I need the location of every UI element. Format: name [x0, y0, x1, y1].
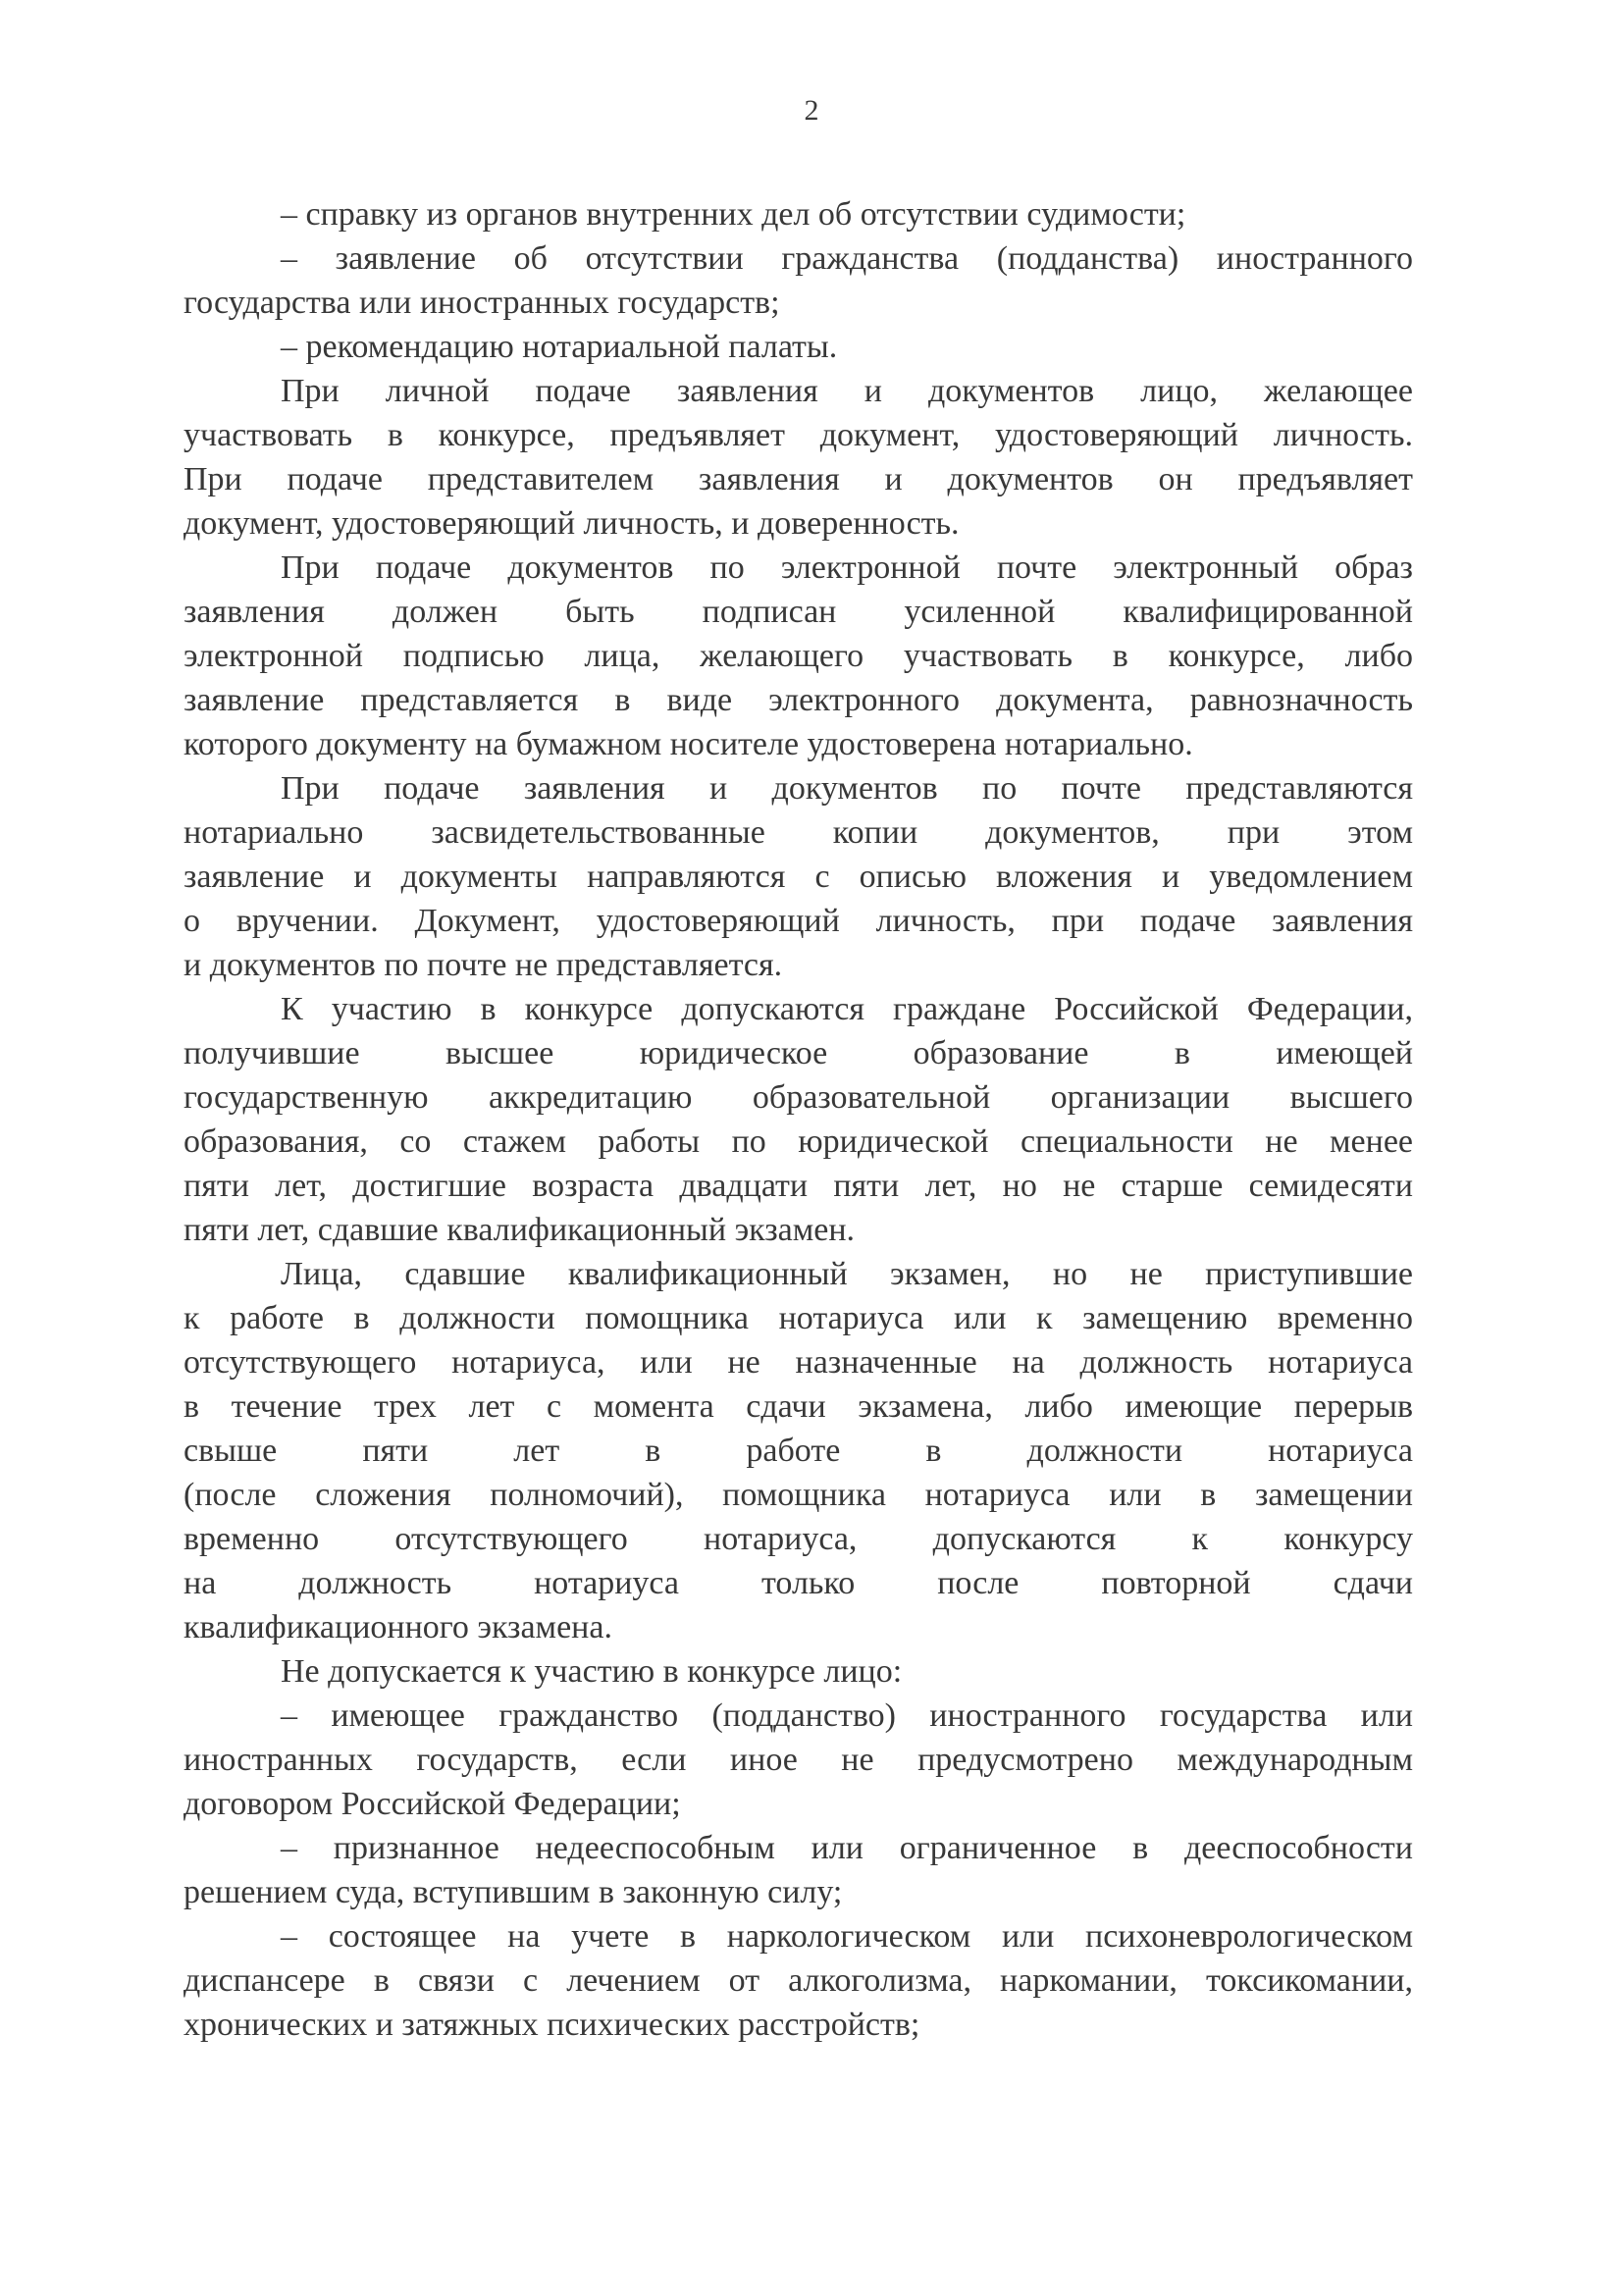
text-line: которого документу на бумажном носителе удостоверена нотариально.: [183, 726, 1193, 762]
text-line: договором Российской Федерации;: [183, 1786, 681, 1822]
text-line: пяти лет, достигшие возраста двадцати пяти лет, но не старше семидесяти: [183, 1168, 1413, 1204]
text-line: нотариально засвидетельствованные копии документов, при этом: [183, 814, 1413, 851]
text-line: Не допускается к участию в конкурсе лицо:: [281, 1653, 903, 1690]
text-line: электронной подписью лица, желающего участвовать в конкурсе, либо: [183, 638, 1413, 674]
text-line: заявления должен быть подписан усиленной квалифицированной: [183, 594, 1413, 630]
paragraph: [183, 1252, 1413, 1649]
text-line: временно отсутствующего нотариуса, допускаются к конкурсу: [183, 1521, 1413, 1557]
text-line: свыше пяти лет в работе в должности нотариуса: [183, 1433, 1413, 1469]
text-line: – рекомендацию нотариальной палаты.: [281, 329, 838, 365]
text-line: При подаче заявления и документов по почте представляются: [281, 770, 1413, 807]
text-line: (после сложения полномочий), помощника нотариуса или в замещении: [183, 1477, 1413, 1513]
paragraph: [183, 236, 1413, 325]
text-line: – справку из органов внутренних дел об отсутствии судимости;: [281, 196, 1186, 233]
text-line: иностранных государств, если иное не предусмотрено международным: [183, 1742, 1413, 1778]
text-line: заявление и документы направляются с описью вложения и уведомлением: [183, 859, 1413, 895]
text-line: К участию в конкурсе допускаются граждане Российской Федерации,: [281, 991, 1413, 1027]
text-line: отсутствующего нотариуса, или не назначенные на должность нотариуса: [183, 1344, 1413, 1381]
text-line: на должность нотариуса только после повторной сдачи: [183, 1565, 1413, 1601]
text-line: в течение трех лет с момента сдачи экзамена, либо имеющие перерыв: [183, 1388, 1413, 1425]
text-line: государственную аккредитацию образовательной организации высшего: [183, 1079, 1413, 1116]
paragraph: [183, 1826, 1413, 1914]
text-line: При подаче документов по электронной почте электронный образ: [281, 549, 1413, 586]
paragraph: [183, 546, 1413, 766]
page-number: 2: [804, 94, 819, 127]
text-line: – признанное недееспособным или ограниченное в дееспособности: [281, 1830, 1413, 1866]
text-line: решением суда, вступившим в законную силу;: [183, 1874, 843, 1910]
text-line: При личной подаче заявления и документов лицо, желающее: [281, 373, 1413, 409]
paragraph: [183, 1914, 1413, 2047]
text-line: участвовать в конкурсе, предъявляет документ, удостоверяющий личность.: [183, 417, 1413, 453]
paragraph: [183, 325, 1413, 369]
text-line: – заявление об отсутствии гражданства (подданства) иностранного: [281, 240, 1413, 277]
text-line: заявление представляется в виде электронного документа, равнозначность: [183, 682, 1413, 718]
text-line: пяти лет, сдавшие квалификационный экзамен.: [183, 1212, 856, 1248]
text-line: документ, удостоверяющий личность, и доверенность.: [183, 505, 960, 542]
paragraph: [183, 192, 1413, 236]
document-body: [183, 192, 1413, 2047]
paragraph: [183, 1649, 1413, 1694]
text-line: При подаче представителем заявления и документов он предъявляет: [183, 461, 1413, 497]
text-line: к работе в должности помощника нотариуса или к замещению временно: [183, 1300, 1413, 1336]
paragraph: [183, 987, 1413, 1252]
text-line: Лица, сдавшие квалификационный экзамен, но не приступившие: [281, 1256, 1413, 1292]
text-line: о вручении. Документ, удостоверяющий личность, при подаче заявления: [183, 903, 1413, 939]
text-line: получившие высшее юридическое образование в имеющей: [183, 1035, 1413, 1071]
text-line: – состоящее на учете в наркологическом или психоневрологическом: [281, 1918, 1413, 1955]
text-line: квалификационного экзамена.: [183, 1609, 612, 1645]
paragraph: [183, 1694, 1413, 1826]
text-line: и документов по почте не представляется.: [183, 947, 783, 983]
paragraph: [183, 766, 1413, 987]
paragraph: [183, 369, 1413, 546]
text-line: хронических и затяжных психических расстройств;: [183, 2007, 920, 2043]
text-line: государства или иностранных государств;: [183, 285, 780, 321]
text-line: – имеющее гражданство (подданство) иностранного государства или: [281, 1697, 1413, 1734]
text-line: образования, со стажем работы по юридической специальности не менее: [183, 1123, 1413, 1160]
text-line: диспансере в связи с лечением от алкоголизма, наркомании, токсикомании,: [183, 1962, 1413, 1999]
